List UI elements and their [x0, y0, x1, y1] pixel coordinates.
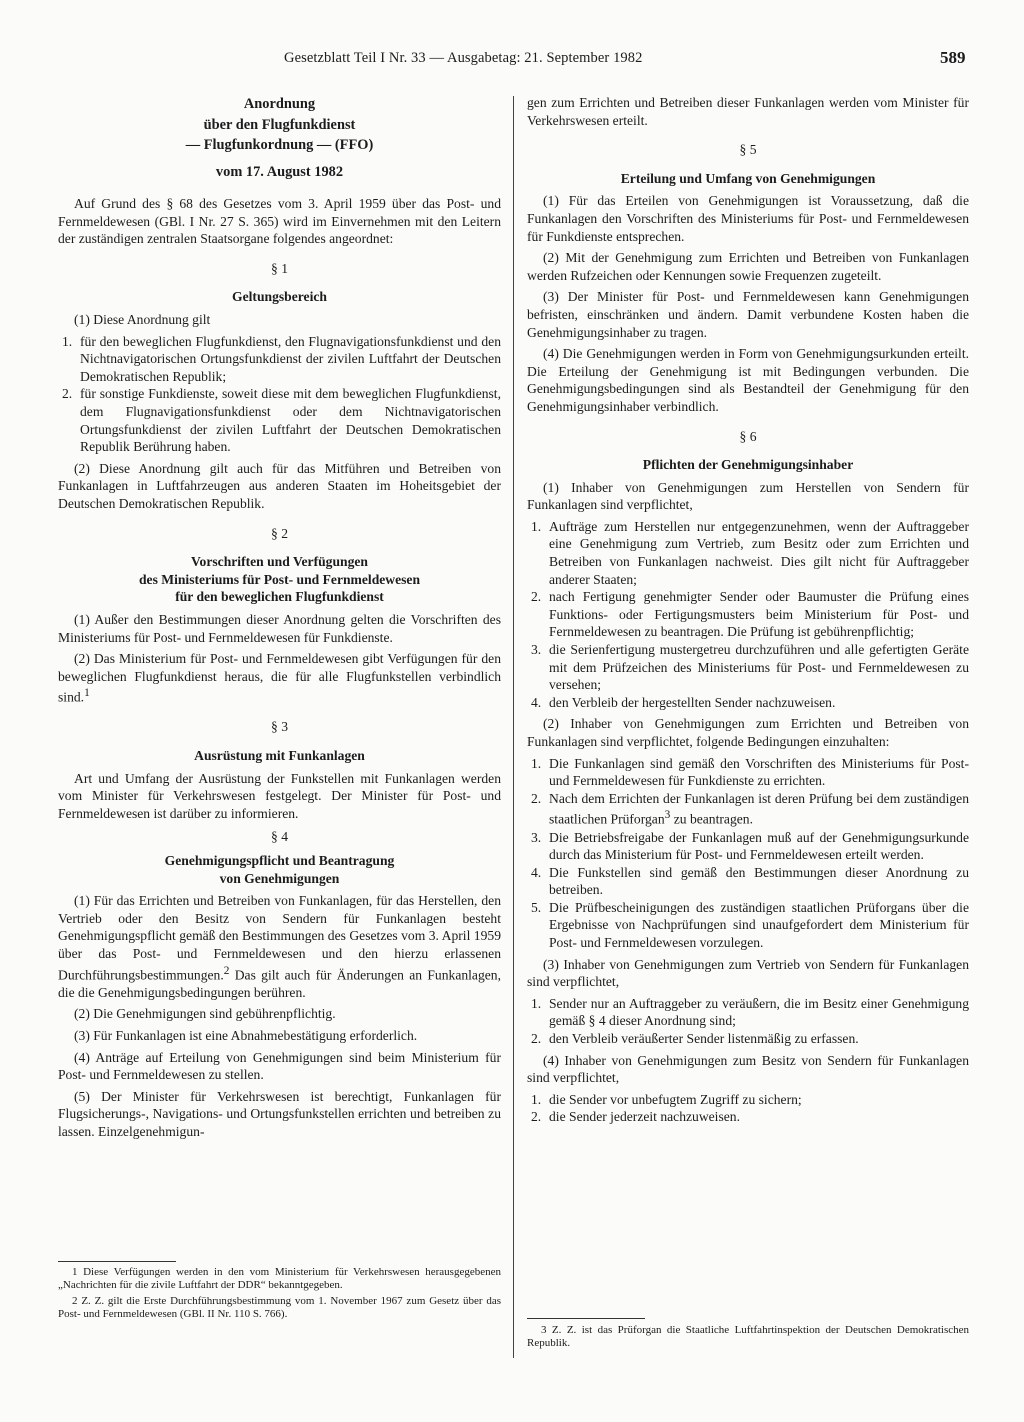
section-2-para-1: (1) Außer den Bestimmungen dieser Anordnung gelten die Vorschriften des Ministeriums für Post- und Fernmeldewesen für Funkdienste.: [58, 611, 501, 645]
list-item: 2. nach Fertigung genehmigter Sender oder Baumuster die Prüfung eines Funktions- oder Fertigungsmusters beim Ministerium für Post- und Fernmeldewesen zu beantragen. Die Prüfung ist gebührenpflichtig;: [531, 589, 969, 640]
section-5-para-4: (4) Die Genehmigungen werden in Form von Genehmigungsurkunden erteilt. Die Erteilung der Genehmigung ist mit Bedingungen verbunden. Die Genehmigungsbedingungen sind als Bestandteil der Genehmigung für den Genehmigungsinhaber verbindlich.: [527, 346, 969, 414]
title-date: vom 17. August 1982: [215, 163, 344, 180]
section-4-para-4: (4) Anträge auf Erteilung von Genehmigungen sind beim Ministerium für Post- und Fernmeldewesen zu stellen.: [58, 1049, 501, 1083]
footnote-rule-left: [58, 1261, 176, 1262]
section-2-para-2: (2) Das Ministerium für Post- und Fernmeldewesen gibt Verfügungen für den beweglichen Flugfunkdienst heraus, die für alle Flugfunkstellen verbindlich sind.$^1$: [58, 651, 501, 705]
list-item: 3. Die Betriebsfreigabe der Funkanlagen muß auf der Genehmigungsurkunde durch das Ministerium für Post- und Fernmeldewesen erteilt werden.: [531, 829, 969, 863]
list-item: 4. Die Funkstellen sind gemäß den Bestimmungen dieser Anordnung zu betreiben.: [531, 864, 969, 898]
section-2-heading-1: Vorschriften und Verfügungen: [190, 554, 368, 570]
footnotes-right: [527, 1324, 969, 1353]
section-3-para-1: Art und Umfang der Ausrüstung der Funkstellen mit Funkanlagen werden vom Minister für Verkehrswesen festgelegt. Der Minister für Post- und Fernmeldewesen ist darüber zu informieren.: [58, 770, 501, 821]
footnote-ref: 2: [223, 964, 230, 977]
section-6-list-1: [527, 518, 969, 712]
section-6-heading: Pflichten der Genehmigungsinhaber: [642, 457, 854, 473]
title-line-3: — Flugfunkordnung — (FFO): [185, 137, 374, 153]
list-item: 1. Aufträge zum Herstellen nur entgegenzunehmen, wenn der Auftraggeber eine Genehmigung zum Vertrieb, zum Besitz oder zum Errichten und Betreiben von Funkanlagen nachweist. Dies gilt nicht für Auftraggeber anderer Staaten;: [531, 518, 969, 587]
right-column: [527, 94, 969, 1130]
section-1-heading: Geltungsbereich: [232, 289, 327, 305]
footnotes-left: [58, 1266, 501, 1324]
section-2-number: § 2: [271, 525, 288, 541]
section-6-para-3: (3) Inhaber von Genehmigungen zum Vertrieb von Sendern für Funkanlagen sind verpflichtet,: [527, 956, 969, 990]
footnote-ref: 1: [84, 687, 90, 700]
page-number: 589: [940, 48, 966, 67]
section-5-number: § 5: [739, 142, 757, 158]
section-5-para-2: (2) Mit der Genehmigung zum Errichten und Betreiben von Funkanlagen werden Rufzeichen oder Kennungen sowie Frequenzen zugeteilt.: [527, 250, 969, 283]
list-item: 3. die Serienfertigung mustergetreu durchzuführen und alle gefertigten Geräte mit dem Prüfzeichen des Ministeriums für Post- und Fernmeldewesen zu versehen;: [531, 642, 969, 693]
section-4-heading-2: von Genehmigungen: [219, 870, 340, 886]
section-1-para-2: (2) Diese Anordnung gilt auch für das Mitführen und Betreiben von Funkanlagen in Luftfahrzeugen aus anderen Staaten im Hoheitsgebiet der Deutschen Demokratischen Republik.: [58, 460, 501, 511]
section-5-heading: Erteilung und Umfang von Genehmigungen: [620, 170, 876, 186]
section-4-para-5-continued: gen zum Errichten und Betreiben dieser Funkanlagen werden vom Minister für Verkehrswesen erteilt.: [527, 95, 969, 128]
list-item: 2. die Sender jederzeit nachzuweisen.: [531, 1109, 740, 1125]
section-2-heading-3: für den beweglichen Flugfunkdienst: [175, 589, 384, 605]
running-head: Gesetzblatt Teil I Nr. 33 — Ausgabetag: 21. September 1982: [284, 50, 643, 66]
section-4-para-1: (1) Für das Errichten und Betreiben von Funkanlagen, für das Herstellen, den Vertrieb oder den Besitz von Sendern für Funkanlagen besteht Genehmigungspflicht gemäß den Bestimmungen des Gesetzes vom 3. April 1959 über das Post- und Fernmeldewesen und den hierzu erlassenen Durchführungsbestimmungen.$^2$ Das gilt auch für Änderungen an Funkanlagen, die die Genehmigungsbedingungen berühren.: [58, 893, 501, 1000]
footnote-2: 2 Z. Z. gilt die Erste Durchführungsbestimmung vom 1. November 1967 zum Gesetz über das Post- und Fernmeldewesen (GBl. II Nr. 110 S. 766).: [58, 1295, 501, 1320]
section-6-number: § 6: [739, 428, 757, 444]
list-item: 2. für sonstige Funkdienste, soweit diese mit dem beweglichen Flugfunkdienst, dem Flugnavigationsfunkdienst oder dem Nichtnavigatorischen Ortungsfunkdienst der zivilen Luftfahrt der Deutschen Demokratischen Republik Berührung haben.: [62, 386, 501, 455]
list-item: 5. Die Prüfbescheinigungen des zuständigen staatlichen Prüforgans über die Ergebnisse von Nachprüfungen sind unaufgefordert dem Ministerium für Post- und Fernmeldewesen vorzulegen.: [531, 899, 969, 951]
section-3-heading: Ausrüstung mit Funkanlagen: [194, 748, 365, 764]
list-item: 1. Sender nur an Auftraggeber zu veräußern, die im Besitz einer Genehmigung gemäß § 4 dieser Anordnung sind;: [531, 995, 969, 1029]
footnote-ref: 3: [664, 809, 671, 822]
list-item: 2. Nach dem Errichten der Funkanlagen ist deren Prüfung bei dem zuständigen staatlichen Prüforgan$^3$ zu beantragen.: [531, 790, 969, 827]
footnote-rule-right: [527, 1318, 645, 1319]
section-1-para-1: (1) Diese Anordnung gilt: [74, 312, 211, 328]
section-3-number: § 3: [271, 719, 288, 735]
title-line-2: über den Flugfunkdienst: [203, 116, 356, 133]
section-4-para-5: (5) Der Minister für Verkehrswesen ist berechtigt, Funkanlagen für Flugsicherungs-, Navigations- und Ortungsfunkstellen errichten und betreiben zu lassen. Einzelgenehmigun-: [58, 1088, 501, 1139]
footnote-1: 1 Diese Verfügungen werden in den vom Ministerium für Verkehrswesen herausgegebenen „Nachrichten für die zivile Luftfahrt der DDR“ bekanntgegeben.: [58, 1266, 501, 1291]
section-1-number: § 1: [271, 260, 288, 276]
list-item: 1. die Sender vor unbefugtem Zugriff zu sichern;: [531, 1091, 802, 1107]
list-item: 2. den Verbleib veräußerter Sender listenmäßig zu erfassen.: [531, 1031, 859, 1047]
section-6-list-4: [527, 1091, 969, 1126]
section-5-para-3: (3) Der Minister für Post- und Fernmeldewesen kann Genehmigungen befristen, einschränken und ändern. Damit verbundene Kosten haben die Genehmigungsinhaber zu tragen.: [527, 289, 969, 340]
section-6-list-3: [527, 995, 969, 1048]
section-5-para-1: (1) Für das Erteilen von Genehmigungen ist Voraussetzung, daß die Funkanlagen den Vorschriften des Ministeriums für Post- und Fernmeldewesen für Funkdienste entsprechen.: [527, 193, 969, 244]
section-4-para-2: (2) Die Genehmigungen sind gebührenpflichtig.: [74, 1006, 336, 1022]
section-2-heading-2: des Ministeriums für Post- und Fernmeldewesen: [138, 571, 421, 587]
list-item: 1. für den beweglichen Flugfunkdienst, den Flugnavigationsfunkdienst und den Nichtnavigatorischen Ortungsfunkdienst der zivilen Luftfahrt der Deutschen Demokratischen Republik;: [62, 333, 501, 384]
preamble: Auf Grund des § 68 des Gesetzes vom 3. April 1959 über das Post- und Fernmeldewesen (GBl. I Nr. 27 S. 365) wird im Einvernehmen mit den Leitern der zuständigen zentralen Staatsorgane folgendes angeordnet:: [58, 196, 501, 247]
left-column: [58, 94, 501, 1144]
section-6-para-4: (4) Inhaber von Genehmigungen zum Besitz von Sendern für Funkanlagen sind verpflichtet,: [527, 1052, 969, 1086]
section-6-para-1: (1) Inhaber von Genehmigungen zum Herstellen von Sendern für Funkanlagen sind verpflichtet,: [527, 479, 969, 513]
section-4-heading-1: Genehmigungspflicht und Beantragung: [164, 853, 395, 869]
list-item: 1. Die Funkanlagen sind gemäß den Vorschriften des Ministeriums für Post- und Fernmeldewesen für Funkdienste zu errichten.: [531, 755, 969, 789]
section-4-para-3: (3) Für Funkanlagen ist eine Abnahmebestätigung erforderlich.: [74, 1027, 418, 1043]
title-line-1: Anordnung: [243, 96, 316, 112]
section-6-list-2: [527, 755, 969, 952]
section-4-number: § 4: [271, 829, 288, 845]
column-divider: [513, 96, 514, 1358]
section-6-para-2: (2) Inhaber von Genehmigungen zum Errichten und Betreiben von Funkanlagen sind verpflichtet, folgende Bedingungen einzuhalten:: [527, 716, 969, 749]
footnote-3: 3 Z. Z. ist das Prüforgan die Staatliche Luftfahrtinspektion der Deutschen Demokratischen Republik.: [527, 1324, 969, 1349]
list-item: 4. den Verbleib der hergestellten Sender nachzuweisen.: [531, 694, 836, 710]
section-1-list: [58, 333, 501, 456]
